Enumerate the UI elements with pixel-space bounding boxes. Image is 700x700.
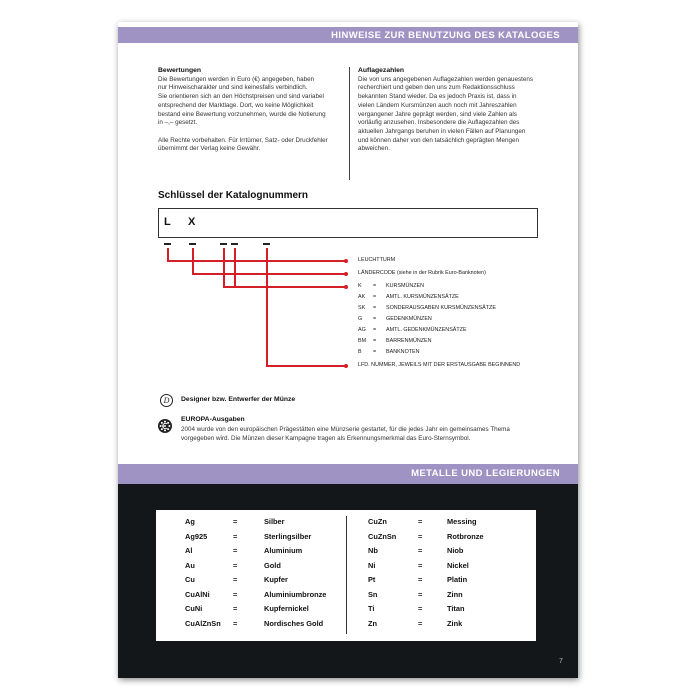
metal-eq: = (233, 575, 238, 584)
text-line: nur Hinweischarakter und sind keinesfalls verbindlich. (158, 84, 308, 92)
metal-eq: = (233, 604, 238, 613)
code: BM (358, 338, 367, 344)
position-dash (189, 243, 196, 245)
metal-eq: = (418, 560, 423, 570)
code-eq: = (373, 294, 377, 300)
code-desc: BANKNOTEN (386, 349, 420, 355)
metal-name: Gold (264, 560, 281, 570)
label-leuchtturm: LEUCHTTURM (358, 257, 396, 263)
metal-name: Platin (447, 575, 468, 584)
code-desc: AMTL. GEDENKMÜNZENSÄTZE (386, 327, 467, 333)
key-letter: X (188, 216, 196, 228)
text-line: entsprechend der Marktlage. Dort, wo keine Möglichkeit (158, 101, 314, 109)
text-line: in –,– gesetzt. (158, 119, 198, 127)
metal-symbol: CuZnSn (368, 531, 397, 541)
text-line: abweichen. (358, 145, 390, 153)
code: G (358, 316, 363, 322)
text-line: vorläufig anzusehen. Insbesondere die Auflagezahlen des (358, 119, 520, 127)
metal-name: Messing (447, 517, 477, 526)
table-divider (346, 516, 347, 634)
connector-line (234, 248, 236, 287)
metal-eq: = (233, 517, 238, 526)
column-divider (349, 67, 350, 180)
text-line: aktuellen Jahrgangs beruhen in vielen Fällen auf Planungen (358, 127, 526, 135)
metal-eq: = (233, 560, 238, 570)
code-desc: GEDENKMÜNZEN (386, 316, 432, 322)
europa-title: EUROPA-Ausgaben (181, 416, 245, 423)
metal-eq: = (418, 575, 423, 584)
designer-label: Designer bzw. Entwerfer der Münze (181, 396, 296, 403)
text-line: Die Bewertungen werden in Euro (€) angegeben, haben (158, 75, 315, 83)
metal-eq: = (418, 531, 423, 541)
code-desc: AMTL. KURSMÜNZENSÄTZE (386, 294, 459, 300)
metal-name: Niob (447, 546, 464, 555)
key-title: Schlüssel der Katalognummern (158, 190, 309, 201)
text-line: übernimmt der Verlag keine Gewähr. (158, 145, 261, 153)
code-eq: = (373, 338, 377, 344)
connector-line (223, 286, 345, 288)
metal-name: Nordisches Gold (264, 618, 324, 628)
metal-symbol: Au (185, 560, 195, 570)
connector-line (266, 248, 268, 366)
text-line: bekannten Stand wieder. Da es jedoch Praxis ist, dass in (358, 93, 517, 101)
catalog-page (118, 22, 578, 678)
metal-name: Titan (447, 604, 465, 613)
code-eq: = (373, 316, 377, 322)
code: AK (358, 294, 366, 300)
metal-symbol: CuAlNi (185, 589, 210, 599)
metal-eq: = (233, 589, 238, 599)
code-eq: = (373, 283, 377, 289)
position-dash (164, 243, 171, 245)
text-line: Sie orientieren sich an den Höchstpreisen und sind variabel (158, 93, 324, 101)
metal-symbol: Ag925 (185, 531, 208, 541)
connector-line (167, 260, 345, 262)
position-dash (231, 243, 238, 245)
metal-symbol: Nb (368, 546, 378, 555)
metal-symbol: Ag (185, 517, 195, 526)
code-eq: = (373, 349, 377, 355)
text-line: vielen Ländern Kursmünzen auch noch mit Jahreszahlen (358, 101, 517, 109)
connector-dot (344, 364, 348, 368)
label-lfd-nummer: LFD. NUMMER, JEWEILS MIT DER ERSTAUSGABE BEGINNEND (358, 362, 521, 368)
metal-symbol: CuNi (185, 604, 203, 613)
catalog-number-box (158, 208, 538, 238)
metal-eq: = (418, 589, 423, 599)
text-line: vergangener Jahre geprägt werden, sind viele Zahlen als (358, 110, 517, 118)
auflagezahlen-section (358, 67, 558, 154)
metal-symbol: Zn (368, 618, 378, 628)
text-line: recherchiert und geben den uns zum Redaktionsschluss (358, 84, 515, 92)
bewertungen-section (158, 67, 344, 154)
code-desc: SONDERAUSGABEN KURSMÜNZENSÄTZE (386, 305, 496, 311)
metals-table (156, 510, 536, 641)
metal-name: Aluminium (264, 546, 303, 555)
code-desc: BARRENMÜNZEN (386, 338, 432, 344)
metal-eq: = (418, 604, 423, 613)
text-line: vorgegeben wird. Die Münzen dieser Kampagne tragen als Erkennungsmerkmal das Euro-Sternsymbol. (181, 434, 471, 442)
header-title: HINWEISE ZUR BENUTZUNG DES KATALOGES (331, 30, 560, 41)
metal-symbol: CuZn (368, 517, 387, 526)
metal-name: Rotbronze (447, 531, 484, 541)
metal-eq: = (233, 531, 238, 541)
metals-title: METALLE UND LEGIERUNGEN (411, 468, 560, 479)
metal-name: Zink (447, 618, 463, 628)
code-desc: KURSMÜNZEN (386, 283, 425, 289)
code-eq: = (373, 327, 377, 333)
text-line: Die von uns angegebenen Auflagezahlen werden genauestens (358, 75, 534, 83)
connector-line (192, 273, 345, 275)
page-number: 7 (559, 658, 563, 665)
text-line: 2004 wurde von den europäischen Prägestätten eine Münzserie gestartet, für die jedes Jahr ein gemeinsames Thema (181, 426, 510, 433)
metal-name: Kupfer (264, 575, 288, 584)
position-dash (263, 243, 270, 245)
designer-icon: D (160, 394, 173, 407)
metal-eq: = (418, 517, 423, 526)
metal-symbol: Sn (368, 589, 378, 599)
euro-star-icon (158, 419, 172, 433)
metal-symbol: CuAlZnSn (185, 618, 221, 628)
connector-line (223, 248, 225, 287)
europa-text (181, 426, 521, 443)
label-laendercode: LÄNDERCODE (siehe in der Rubrik Euro-Banknoten) (358, 270, 486, 276)
position-dash (220, 243, 227, 245)
metal-symbol: Ti (368, 604, 375, 613)
connector-dot (344, 259, 348, 263)
metal-symbol: Ni (368, 560, 376, 570)
auflagezahlen-heading: Auflagezahlen (358, 67, 405, 74)
text-line: und können daher von den tatsächlich geprägten Mengen (358, 136, 520, 144)
metal-symbol: Cu (185, 575, 195, 584)
code: K (358, 283, 362, 289)
metal-name: Kupfernickel (264, 604, 309, 613)
connector-dot (344, 272, 348, 276)
connector-line (192, 248, 194, 274)
metal-eq: = (418, 618, 423, 628)
bewertungen-heading: Bewertungen (158, 67, 202, 74)
header-band (118, 27, 578, 43)
metal-name: Nickel (447, 560, 469, 570)
metal-eq: = (233, 546, 238, 555)
metal-name: Aluminiumbronze (264, 589, 327, 599)
metal-name: Sterlingsilber (264, 531, 312, 541)
connector-dot (344, 285, 348, 289)
code: SK (358, 305, 366, 311)
code-eq: = (373, 305, 377, 311)
metal-symbol: Al (185, 546, 193, 555)
code: B (358, 349, 362, 355)
text-line: Alle Rechte vorbehalten. Für Irrtümer, Satz- oder Druckfehler (158, 136, 328, 144)
metal-name: Silber (264, 517, 285, 526)
metal-symbol: Pt (368, 575, 376, 584)
metal-eq: = (418, 546, 423, 555)
text-line: bestand eine Bewertung vorzunehmen, wurde die Notierung (158, 110, 326, 118)
metal-eq: = (233, 618, 238, 628)
key-letter: L (164, 216, 171, 228)
connector-line (266, 365, 345, 367)
metal-name: Zinn (447, 589, 463, 599)
code: AG (358, 327, 366, 333)
metals-band (118, 464, 578, 484)
